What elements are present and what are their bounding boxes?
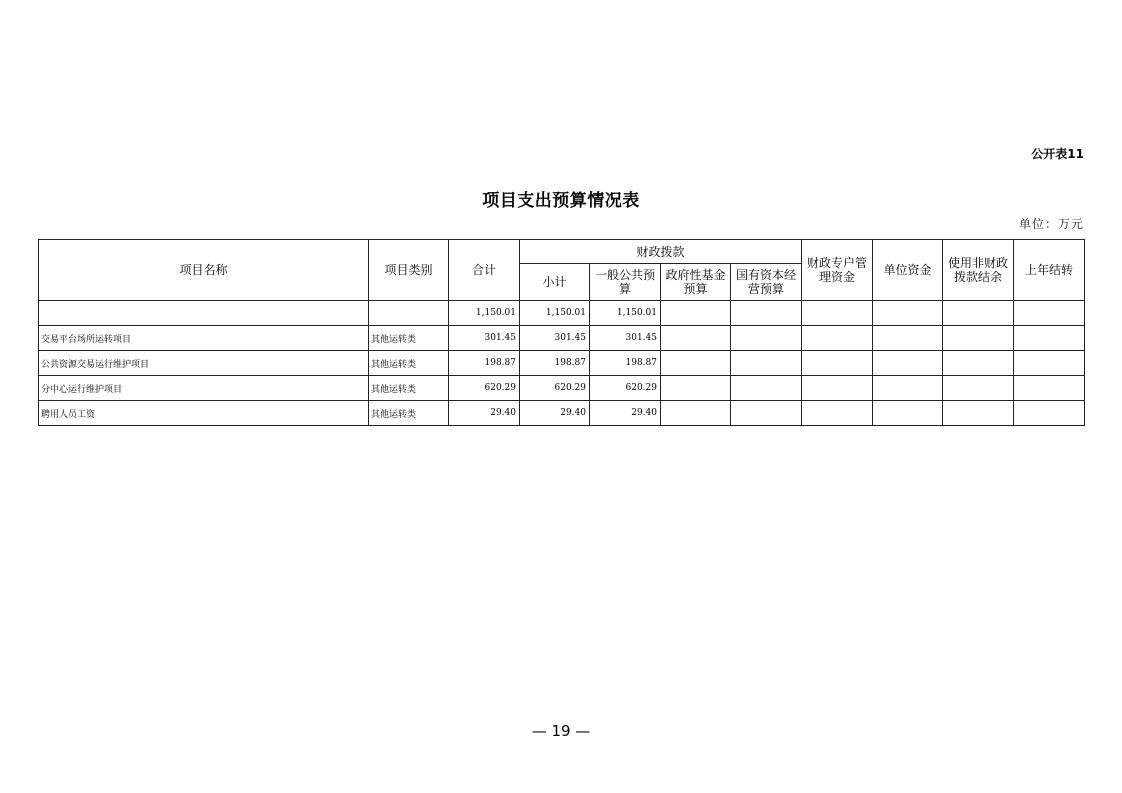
cell-special-fund (802, 376, 873, 401)
cell-gov-fund (661, 376, 731, 401)
cell-special-fund (802, 351, 873, 376)
col-header-gov-fund: 政府性基金预算 (661, 264, 731, 301)
page-title: 项目支出预算情况表 (482, 191, 640, 211)
cell-unit-fund (873, 301, 943, 326)
cell-prior-year (1014, 301, 1085, 326)
cell-state-capital (731, 401, 802, 426)
cell-subtotal: 198.87 (520, 351, 590, 376)
col-header-name: 项目名称 (39, 240, 369, 301)
cell-total: 620.29 (449, 376, 520, 401)
cell-category (369, 301, 449, 326)
cell-special-fund (802, 301, 873, 326)
cell-unit-fund (873, 376, 943, 401)
col-header-state-capital: 国有资本经营预算 (731, 264, 802, 301)
table-header (39, 240, 1085, 301)
table-row (39, 401, 1085, 426)
cell-total: 301.45 (449, 326, 520, 351)
cell-category: 其他运转类 (369, 401, 449, 426)
cell-prior-year (1014, 376, 1085, 401)
col-header-total: 合计 (449, 240, 520, 301)
cell-subtotal: 620.29 (520, 376, 590, 401)
cell-name: 交易平台场所运转项目 (39, 326, 369, 351)
cell-non-fiscal (943, 351, 1014, 376)
cell-name (39, 301, 369, 326)
cell-name: 分中心运行维护项目 (39, 376, 369, 401)
cell-category: 其他运转类 (369, 326, 449, 351)
table-row (39, 376, 1085, 401)
col-header-subtotal: 小计 (520, 264, 590, 301)
cell-general-budget: 29.40 (590, 401, 661, 426)
cell-state-capital (731, 326, 802, 351)
col-header-category: 项目类别 (369, 240, 449, 301)
cell-prior-year (1014, 351, 1085, 376)
cell-total: 1,150.01 (449, 301, 520, 326)
cell-prior-year (1014, 401, 1085, 426)
cell-state-capital (731, 376, 802, 401)
table-row (39, 326, 1085, 351)
cell-general-budget: 198.87 (590, 351, 661, 376)
cell-category: 其他运转类 (369, 376, 449, 401)
col-header-unit-fund: 单位资金 (873, 240, 943, 301)
cell-category: 其他运转类 (369, 351, 449, 376)
cell-subtotal: 301.45 (520, 326, 590, 351)
cell-unit-fund (873, 326, 943, 351)
cell-name: 公共资源交易运行维护项目 (39, 351, 369, 376)
cell-non-fiscal (943, 301, 1014, 326)
table-row (39, 351, 1085, 376)
table-row-total (39, 301, 1085, 326)
project-budget-table (38, 239, 1085, 426)
cell-gov-fund (661, 401, 731, 426)
cell-non-fiscal (943, 376, 1014, 401)
cell-subtotal: 1,150.01 (520, 301, 590, 326)
cell-gov-fund (661, 326, 731, 351)
cell-gov-fund (661, 351, 731, 376)
cell-unit-fund (873, 401, 943, 426)
cell-subtotal: 29.40 (520, 401, 590, 426)
cell-prior-year (1014, 326, 1085, 351)
cell-non-fiscal (943, 326, 1014, 351)
cell-state-capital (731, 301, 802, 326)
unit-label: 单位：万元 (1018, 217, 1084, 231)
cell-general-budget: 1,150.01 (590, 301, 661, 326)
cell-unit-fund (873, 351, 943, 376)
cell-non-fiscal (943, 401, 1014, 426)
col-header-non-fiscal: 使用非财政拨款结余 (943, 240, 1014, 301)
cell-name: 聘用人员工资 (39, 401, 369, 426)
col-header-fiscal-group: 财政拨款 (520, 240, 802, 264)
cell-total: 29.40 (449, 401, 520, 426)
cell-special-fund (802, 401, 873, 426)
page-number: — 19 — (531, 722, 591, 740)
table-id-label: 公开表11 (1031, 147, 1084, 161)
col-header-special-fund: 财政专户管理资金 (802, 240, 873, 301)
col-header-prior-year: 上年结转 (1014, 240, 1085, 301)
cell-total: 198.87 (449, 351, 520, 376)
cell-special-fund (802, 326, 873, 351)
cell-general-budget: 301.45 (590, 326, 661, 351)
cell-state-capital (731, 351, 802, 376)
cell-general-budget: 620.29 (590, 376, 661, 401)
cell-gov-fund (661, 301, 731, 326)
table-body (39, 301, 1085, 426)
col-header-general-budget: 一般公共预算 (590, 264, 661, 301)
